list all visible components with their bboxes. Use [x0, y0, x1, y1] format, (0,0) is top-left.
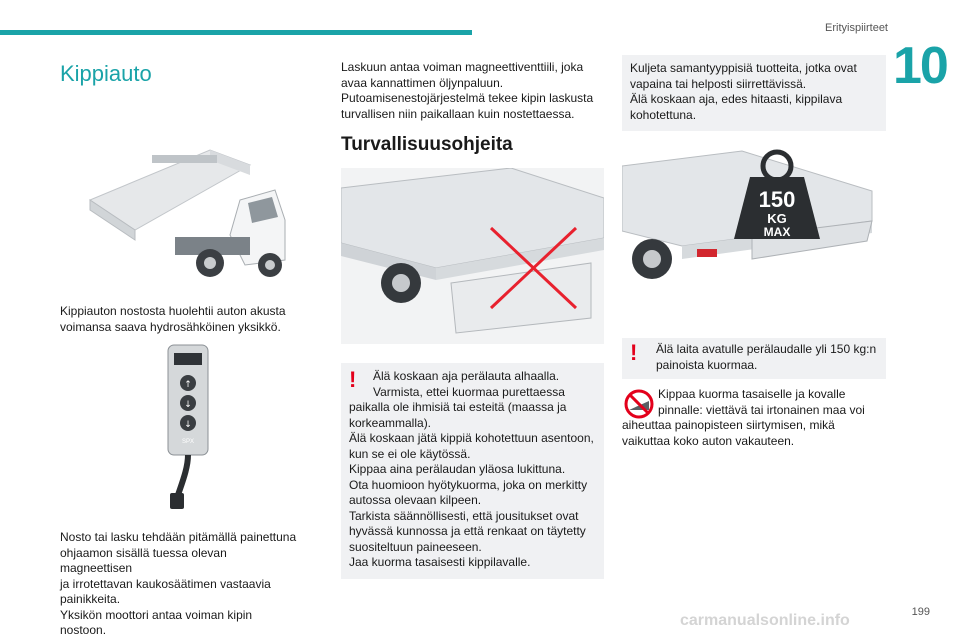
remote-control-illustration [60, 343, 300, 515]
svg-text:↓: ↓ [184, 420, 192, 430]
tipper-truck-illustration [60, 105, 300, 285]
page-title: Kippiauto [60, 61, 152, 86]
column-3 [622, 55, 886, 449]
tipper-description: Kippiauton nostosta huolehtii auton akusta voimansa saava hydrosähköinen yksikkö. [60, 304, 286, 334]
page-number: 199 [911, 606, 930, 618]
load-warning-box [622, 338, 886, 379]
warning-icon: ! [630, 340, 638, 365]
warning-icon: ! [349, 367, 357, 392]
load-warning-text: Älä laita avatulle perälaudalle yli 150 kg:n painoista kuormaa. [656, 342, 877, 372]
safety-warning-box [341, 363, 604, 579]
weight-max: MAX [763, 225, 791, 239]
tailgate-down-prohibited-illustration [341, 168, 604, 344]
level-ground-rule [622, 387, 886, 449]
svg-text:↑: ↑ [184, 380, 192, 390]
no-slope-icon [624, 389, 654, 419]
remote-instructions: Nosto tai lasku tehdään pitämällä painettuna ohjaamon sisällä tuessa olevan magneettisen ja irrotettavan kaukosäätimen vastaavia painikkeita. Yksikön moottori antaa voiman kipin nostoon. [60, 530, 297, 637]
transport-info: Kuljeta samantyyppisiä tuotteita, jotka ovat vapaina tai helposti siirrettävissä. Älä koskaan aja, edes hitaasti, kippilava kohotettuna. [630, 61, 857, 122]
chapter-number: 10 [893, 37, 947, 95]
section-name: Erityispiirteet [825, 22, 888, 34]
info-box [622, 55, 886, 131]
weight-value: 150 [758, 187, 796, 212]
svg-text:↓: ↓ [184, 400, 192, 410]
remote-brand-label: SPX [181, 439, 195, 445]
weight-unit: KG [767, 211, 787, 226]
column-1 [60, 55, 300, 639]
rule-first-lines: Kippaa kuorma tasaiselle ja kovalle pinnalle: viettävä tai irtonainen maa voi [658, 387, 865, 417]
watermark: carmanualsonline.info [680, 612, 850, 629]
lowering-description: Laskuun antaa voiman magneettiventtiili, joka avaa kannattimen öljynpaluun. Putoamisenestojärjestelmä tekee kipin laskusta turvallisen niin paikallaan kuin nostettaessa. [341, 60, 594, 121]
warning-text: Varmista, ettei kuormaa purettaessa paikalla ole ihmisiä tai esteitä (maassa ja korkeammalla). Älä koskaan jätä kippiä kohotettuun asentoon, kun se ei ole käytössä. Kippaa aina perälaudan yläosa lukittuna. Ota huomioon hyötykuorma, joka on merkitty autossa olevaan kilpeen. Tarkista säännöllisesti, että jousitukset ovat hyvässä kunnossa ja että renkaat on täytetty suositeltuun paineeseen. Jaa kuorma tasaisesti kippilavalle. [349, 384, 594, 569]
header-accent-bar [0, 30, 472, 35]
warning-first-line: Älä koskaan aja perälauta alhaalla. [373, 369, 560, 383]
rule-text: aiheuttaa painopisteen siirtymisen, mikä vaikuttaa koko auton vakauteen. [622, 418, 835, 448]
column-2 [341, 60, 604, 579]
safety-heading: Turvallisuusohjeita [341, 134, 513, 155]
tailgate-load-limit-illustration [622, 141, 886, 311]
